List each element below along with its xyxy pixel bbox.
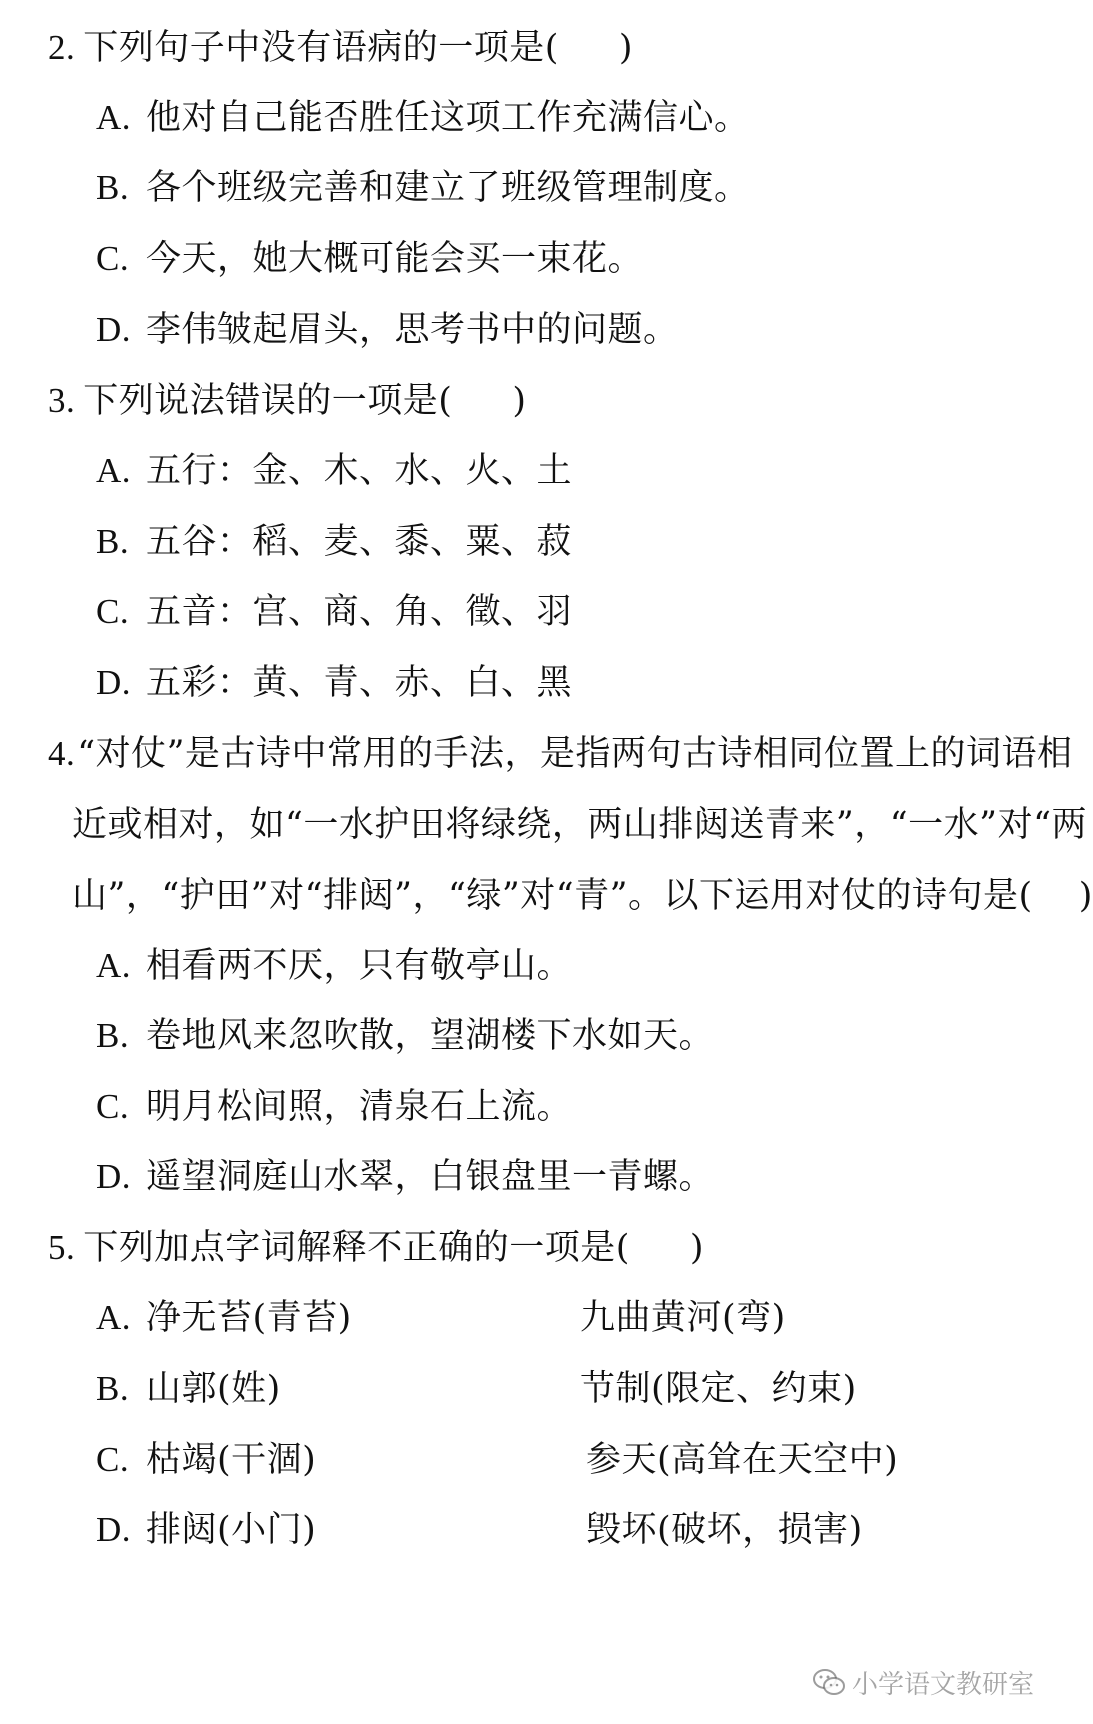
option-letter: D. xyxy=(96,663,132,702)
question-number: 3. xyxy=(48,381,76,420)
option-line xyxy=(96,1369,281,1409)
option-text: 各个班级完善和建立了班级管理制度。 xyxy=(146,168,750,208)
question-text-continued: 近或相对，如“一水护田将绿绕，两山排闼送青来”，“一水”对“两 xyxy=(72,805,1087,845)
question-text: 山”，“护田”对“排闼”，“绿”对“青”。以下运用对仗的诗句是( xyxy=(72,876,1033,916)
option-letter: D. xyxy=(96,1510,132,1549)
watermark-text: 小学语文教研室 xyxy=(852,1669,1035,1700)
question-number: 2. xyxy=(48,28,76,67)
option-line xyxy=(96,1016,714,1056)
question-text: 下列句子中没有语病的一项是( xyxy=(83,28,559,68)
option-line xyxy=(96,522,572,562)
option-line xyxy=(96,1298,352,1338)
option-text: 五彩：黄、青、赤、白、黑 xyxy=(146,663,573,703)
option-letter: B. xyxy=(96,522,130,561)
option-text-second-column: 节制(限定、约束) xyxy=(580,1369,857,1409)
option-text: 他对自己能否胜任这项工作充满信心。 xyxy=(146,98,750,138)
answer-paren-close: ) xyxy=(618,28,634,68)
question-3-stem xyxy=(48,381,527,421)
option-text: 五音：宫、商、角、徵、羽 xyxy=(146,592,573,632)
question-text: “对仗”是古诗中常用的手法，是指两句古诗相同位置上的词语相 xyxy=(77,734,1073,774)
option-letter: B. xyxy=(96,1369,130,1408)
option-text: 卷地风来忽吹散，望湖楼下水如天。 xyxy=(146,1016,715,1056)
option-line xyxy=(96,1087,572,1127)
option-text: 李伟皱起眉头，思考书中的问题。 xyxy=(146,310,679,350)
option-letter: B. xyxy=(96,1016,130,1055)
answer-paren-close: ) xyxy=(1078,876,1093,916)
option-letter: D. xyxy=(96,1157,132,1196)
question-number: 4. xyxy=(48,734,76,773)
question-text: 下列加点字词解释不正确的一项是( xyxy=(83,1228,630,1268)
question-2-stem xyxy=(48,28,633,68)
question-number: 5. xyxy=(48,1228,76,1267)
option-text: 相看两不厌，只有敬亭山。 xyxy=(146,946,573,986)
option-text: 今天，她大概可能会买一束花。 xyxy=(146,239,644,279)
option-text: 五行：金、木、水、火、土 xyxy=(146,451,573,491)
question-text: 下列说法错误的一项是( xyxy=(83,381,453,421)
option-letter: A. xyxy=(96,451,132,490)
wechat-icon xyxy=(812,1667,846,1697)
option-text-second-column: 毁坏(破坏，损害) xyxy=(586,1510,863,1550)
option-letter: A. xyxy=(96,98,132,137)
option-letter: B. xyxy=(96,168,130,207)
question-text-continued xyxy=(72,876,1093,916)
option-text-second-column: 参天(高耸在天空中) xyxy=(586,1440,899,1480)
option-letter: C. xyxy=(96,239,130,278)
option-letter: C. xyxy=(96,1087,130,1126)
option-letter: A. xyxy=(96,946,132,985)
option-letter: C. xyxy=(96,1440,130,1479)
option-letter: D. xyxy=(96,310,132,349)
option-line xyxy=(96,98,750,138)
option-line xyxy=(96,239,643,279)
option-text: 净无苔(青苔) xyxy=(146,1298,352,1338)
option-line xyxy=(96,1440,316,1480)
option-line xyxy=(96,946,572,986)
option-text: 遥望洞庭山水翠，白银盘里一青螺。 xyxy=(146,1157,715,1197)
option-line xyxy=(96,1157,714,1197)
option-text: 明月松间照，清泉石上流。 xyxy=(146,1087,573,1127)
option-text: 山郭(姓) xyxy=(146,1369,281,1409)
answer-paren-close: ) xyxy=(689,1228,705,1268)
option-text-second-column: 九曲黄河(弯) xyxy=(580,1298,786,1338)
option-line xyxy=(96,663,572,703)
question-4-stem xyxy=(48,734,1073,774)
option-line xyxy=(96,168,750,208)
option-text: 五谷：稻、麦、黍、粟、菽 xyxy=(146,522,573,562)
watermark xyxy=(812,1660,1034,1704)
option-line xyxy=(96,1510,316,1550)
question-5-stem xyxy=(48,1228,704,1268)
option-line xyxy=(96,592,572,632)
option-letter: A. xyxy=(96,1298,132,1337)
option-line xyxy=(96,451,572,491)
option-text: 排闼(小门) xyxy=(146,1510,317,1550)
option-line xyxy=(96,310,679,350)
option-letter: C. xyxy=(96,592,130,631)
answer-paren-close: ) xyxy=(512,381,527,421)
option-text: 枯竭(干涸) xyxy=(146,1440,317,1480)
